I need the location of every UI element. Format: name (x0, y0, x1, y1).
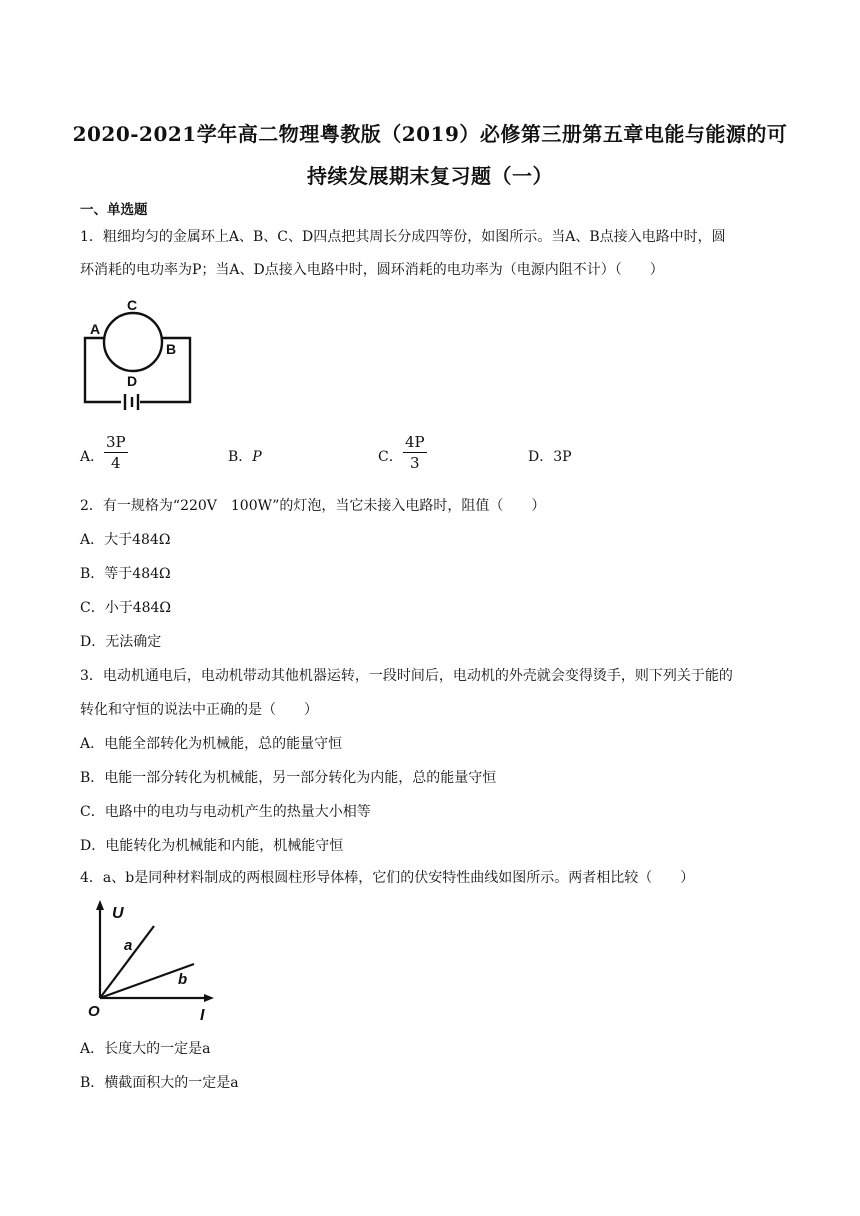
option-label: D． (528, 449, 554, 465)
q1-option-c-fraction (403, 432, 427, 473)
q3-option-b[interactable]: B．电能一部分转化为机械能，另一部分转化为内能，总的能量守恒 (80, 770, 497, 786)
q1-option-a-label[interactable]: A． (80, 449, 105, 465)
circuit-wire (140, 338, 190, 402)
circuit-wire (85, 338, 121, 402)
x-axis-arrow-icon (204, 994, 214, 1002)
q3-option-c[interactable]: C．电路中的电功与电动机产生的热量大小相等 (80, 804, 371, 820)
label-c: C (127, 297, 138, 313)
y-axis-arrow-icon (96, 900, 104, 910)
y-axis-label: U (112, 905, 124, 922)
q3-stem-line-1: 3．电动机通电后，电动机带动其他机器运转，一段时间后，电动机的外壳就会变得烫手，则下列关于能的 (80, 668, 733, 684)
q2-stem: 2．有一规格为“220V 100W”的灯泡，当它未接入电路时，阻值（ ） (80, 498, 546, 514)
section-heading: 一、单选题 (80, 202, 148, 218)
q3-option-d[interactable]: D．电能转化为机械能和内能，机械能守恒 (80, 838, 344, 854)
metal-ring (104, 313, 162, 371)
fraction-numerator: 4P (405, 433, 425, 451)
q4-option-a[interactable]: A．长度大的一定是a (80, 1041, 211, 1057)
fraction-numerator: 3P (106, 433, 126, 451)
option-text: P (252, 449, 262, 465)
q2-option-d[interactable]: D．无法确定 (80, 634, 162, 650)
fraction-denominator: 4 (111, 454, 121, 472)
q1-option-d[interactable] (528, 446, 572, 466)
label-a: A (90, 321, 101, 337)
line-a-label: a (124, 937, 133, 954)
q4-stem: 4．a、b是同种材料制成的两根圆柱形导体棒，它们的伏安特性曲线如图所示。两者相比较（ ） (80, 870, 695, 886)
q4-option-b[interactable]: B．横截面积大的一定是a (80, 1075, 239, 1091)
title-line-1: 2020-2021学年高二物理粤教版（2019）必修第三册第五章电能与能源的可 (72, 122, 788, 146)
q1-option-c-label[interactable]: C． (378, 449, 403, 465)
label-b: B (166, 341, 177, 357)
fraction-denominator: 3 (410, 454, 420, 472)
label-d: D (127, 373, 138, 389)
q1-stem-line-1: 1．粗细均匀的金属环上A、B、C、D四点把其周长分成四等份，如图所示。当A、B点接入电路中时，圆 (80, 229, 726, 245)
q4-iv-graph-figure (82, 898, 218, 1022)
q3-stem-line-2: 转化和守恒的说法中正确的是（ ） (80, 702, 318, 718)
title-line-2: 持续发展期末复习题（一） (307, 164, 553, 188)
q1-option-a-fraction (104, 432, 128, 473)
q3-option-a[interactable]: A．电能全部转化为机械能，总的能量守恒 (80, 736, 343, 752)
q1-stem-line-2: 环消耗的电功率为P；当A、D点接入电路中时，圆环消耗的电功率为（电源内阻不计）（ ） (80, 262, 664, 278)
q2-option-c[interactable]: C．小于484Ω (80, 600, 172, 616)
option-text: 3P (553, 449, 572, 465)
q1-circuit-figure (80, 294, 196, 410)
q2-option-b[interactable]: B．等于484Ω (80, 566, 171, 582)
q1-option-b[interactable] (228, 446, 262, 466)
q2-option-a[interactable]: A．大于484Ω (80, 532, 171, 548)
line-b-label: b (178, 971, 188, 988)
x-axis-label: I (200, 1007, 205, 1022)
origin-label: O (88, 1003, 100, 1020)
option-label: B． (228, 449, 253, 465)
